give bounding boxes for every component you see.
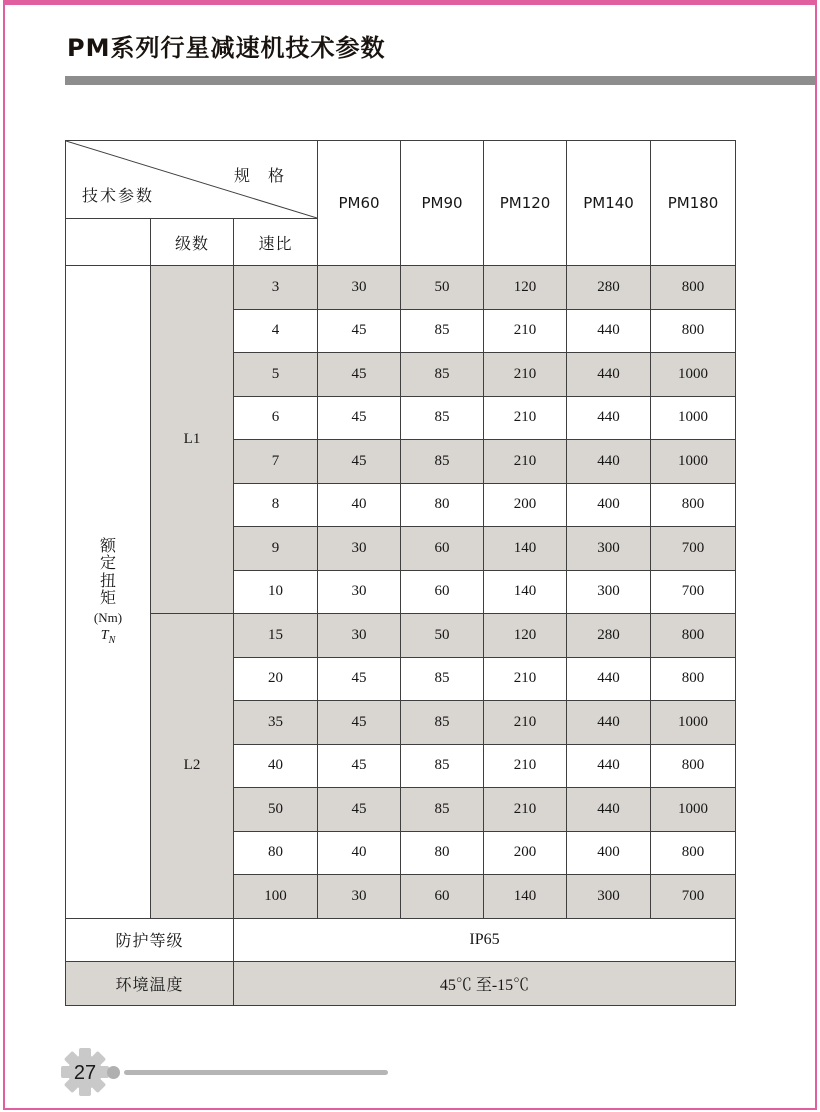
- torque-value-cell-pm90: 60: [401, 527, 484, 571]
- torque-value-cell-pm180: 800: [651, 483, 736, 527]
- column-header-pm140: PM140: [567, 141, 651, 266]
- subheader-ratio: 速比: [234, 219, 318, 266]
- footer-dot: [107, 1066, 120, 1079]
- torque-value-cell-pm120: 210: [484, 788, 567, 832]
- torque-value-cell-pm90: 85: [401, 701, 484, 745]
- torque-value-cell-pm60: 45: [318, 353, 401, 397]
- ratio-cell: 40: [234, 744, 318, 788]
- torque-value-cell-pm120: 200: [484, 831, 567, 875]
- torque-symbol: $T_N$: [100, 628, 116, 646]
- torque-value-cell-pm180: 800: [651, 657, 736, 701]
- torque-value-cell-pm180: 700: [651, 527, 736, 571]
- empty-header-cell: [66, 219, 151, 266]
- ratio-cell: 5: [234, 353, 318, 397]
- torque-value-cell-pm180: 1000: [651, 353, 736, 397]
- torque-value-cell-pm60: 40: [318, 483, 401, 527]
- torque-value-cell-pm120: 210: [484, 440, 567, 484]
- torque-value-cell-pm140: 400: [567, 831, 651, 875]
- torque-value-cell-pm60: 45: [318, 440, 401, 484]
- ambient-temperature-value: 45℃ 至-15℃: [234, 962, 736, 1006]
- subheader-stage: 级数: [151, 219, 234, 266]
- torque-value-cell-pm120: 210: [484, 657, 567, 701]
- torque-value-cell-pm60: 30: [318, 266, 401, 310]
- torque-value-cell-pm90: 85: [401, 396, 484, 440]
- rated-torque-row-label: 额 定 扭 矩 (Nm) $T_N$: [66, 266, 151, 919]
- torque-value-cell-pm180: 800: [651, 831, 736, 875]
- ratio-cell: 10: [234, 570, 318, 614]
- gear-icon: [60, 1047, 110, 1097]
- torque-value-cell-pm90: 85: [401, 657, 484, 701]
- protection-rating-label: 防护等级: [66, 918, 234, 962]
- torque-value-cell-pm120: 140: [484, 527, 567, 571]
- page-number-badge: 27: [73, 1062, 97, 1084]
- page-title: PM系列行星减速机技术参数: [67, 34, 386, 62]
- torque-value-cell-pm180: 700: [651, 570, 736, 614]
- stage-cell-l1: L1: [151, 266, 234, 614]
- torque-value-cell-pm140: 440: [567, 657, 651, 701]
- column-header-pm60: PM60: [318, 141, 401, 266]
- torque-value-cell-pm120: 120: [484, 614, 567, 658]
- column-header-pm120: PM120: [484, 141, 567, 266]
- torque-value-cell-pm60: 45: [318, 744, 401, 788]
- torque-value-cell-pm120: 210: [484, 396, 567, 440]
- torque-value-cell-pm60: 30: [318, 570, 401, 614]
- torque-value-cell-pm180: 1000: [651, 788, 736, 832]
- torque-value-cell-pm60: 30: [318, 614, 401, 658]
- page-footer: [60, 1047, 388, 1097]
- torque-value-cell-pm140: 440: [567, 788, 651, 832]
- torque-value-cell-pm60: 45: [318, 657, 401, 701]
- torque-value-cell-pm140: 440: [567, 744, 651, 788]
- torque-value-cell-pm180: 800: [651, 309, 736, 353]
- torque-value-cell-pm60: 45: [318, 396, 401, 440]
- torque-value-cell-pm140: 440: [567, 440, 651, 484]
- header-row-1: [66, 141, 736, 219]
- footer-row-protection: [66, 918, 736, 962]
- torque-value-cell-pm180: 1000: [651, 396, 736, 440]
- torque-value-cell-pm90: 85: [401, 440, 484, 484]
- ratio-cell: 6: [234, 396, 318, 440]
- torque-value-cell-pm60: 30: [318, 875, 401, 919]
- ratio-cell: 15: [234, 614, 318, 658]
- torque-value-cell-pm120: 210: [484, 353, 567, 397]
- torque-value-cell-pm90: 80: [401, 483, 484, 527]
- ratio-cell: 80: [234, 831, 318, 875]
- torque-value-cell-pm90: 85: [401, 744, 484, 788]
- torque-unit: (Nm): [93, 610, 123, 626]
- torque-value-cell-pm60: 45: [318, 701, 401, 745]
- torque-value-cell-pm120: 200: [484, 483, 567, 527]
- title-underline-bar: [65, 76, 815, 85]
- ratio-cell: 7: [234, 440, 318, 484]
- torque-value-cell-pm140: 400: [567, 483, 651, 527]
- diagonal-header-cell: [66, 141, 318, 219]
- ratio-cell: 35: [234, 701, 318, 745]
- torque-value-cell-pm60: 40: [318, 831, 401, 875]
- torque-value-cell-pm140: 440: [567, 353, 651, 397]
- torque-value-cell-pm60: 45: [318, 309, 401, 353]
- column-header-pm180: PM180: [651, 141, 736, 266]
- torque-value-cell-pm90: 85: [401, 788, 484, 832]
- torque-value-cell-pm120: 210: [484, 309, 567, 353]
- torque-value-cell-pm180: 700: [651, 875, 736, 919]
- column-header-pm90: PM90: [401, 141, 484, 266]
- ratio-cell: 8: [234, 483, 318, 527]
- torque-value-cell-pm140: 300: [567, 527, 651, 571]
- torque-value-cell-pm180: 800: [651, 614, 736, 658]
- torque-value-cell-pm90: 85: [401, 353, 484, 397]
- spec-row-3: [66, 266, 736, 310]
- torque-value-cell-pm90: 50: [401, 266, 484, 310]
- torque-value-cell-pm180: 1000: [651, 440, 736, 484]
- torque-value-cell-pm120: 210: [484, 701, 567, 745]
- torque-value-cell-pm140: 440: [567, 309, 651, 353]
- footer-row-temperature: [66, 962, 736, 1006]
- ratio-cell: 9: [234, 527, 318, 571]
- ratio-cell: 100: [234, 875, 318, 919]
- protection-rating-value: IP65: [234, 918, 736, 962]
- torque-value-cell-pm90: 85: [401, 309, 484, 353]
- ratio-cell: 50: [234, 788, 318, 832]
- torque-value-cell-pm90: 60: [401, 875, 484, 919]
- torque-value-cell-pm140: 440: [567, 396, 651, 440]
- ratio-cell: 3: [234, 266, 318, 310]
- torque-value-cell-pm180: 800: [651, 744, 736, 788]
- torque-value-cell-pm60: 30: [318, 527, 401, 571]
- torque-value-cell-pm140: 300: [567, 570, 651, 614]
- ratio-cell: 4: [234, 309, 318, 353]
- torque-value-cell-pm140: 440: [567, 701, 651, 745]
- ratio-cell: 20: [234, 657, 318, 701]
- torque-value-cell-pm180: 1000: [651, 701, 736, 745]
- torque-value-cell-pm120: 210: [484, 744, 567, 788]
- torque-value-cell-pm120: 120: [484, 266, 567, 310]
- footer-rule-line: [124, 1070, 388, 1075]
- torque-value-cell-pm140: 280: [567, 614, 651, 658]
- torque-value-cell-pm90: 60: [401, 570, 484, 614]
- stage-cell-l2: L2: [151, 614, 234, 919]
- corner-label-spec: 规 格: [234, 168, 292, 185]
- torque-value-cell-pm140: 300: [567, 875, 651, 919]
- torque-value-cell-pm120: 140: [484, 875, 567, 919]
- torque-value-cell-pm140: 280: [567, 266, 651, 310]
- torque-value-cell-pm90: 80: [401, 831, 484, 875]
- corner-label-params: 技术参数: [82, 188, 155, 205]
- ambient-temperature-label: 环境温度: [66, 962, 234, 1006]
- spec-table: [65, 140, 736, 1006]
- torque-value-cell-pm60: 45: [318, 788, 401, 832]
- torque-value-cell-pm90: 50: [401, 614, 484, 658]
- spec-row-15: [66, 614, 736, 658]
- torque-value-cell-pm120: 140: [484, 570, 567, 614]
- torque-value-cell-pm180: 800: [651, 266, 736, 310]
